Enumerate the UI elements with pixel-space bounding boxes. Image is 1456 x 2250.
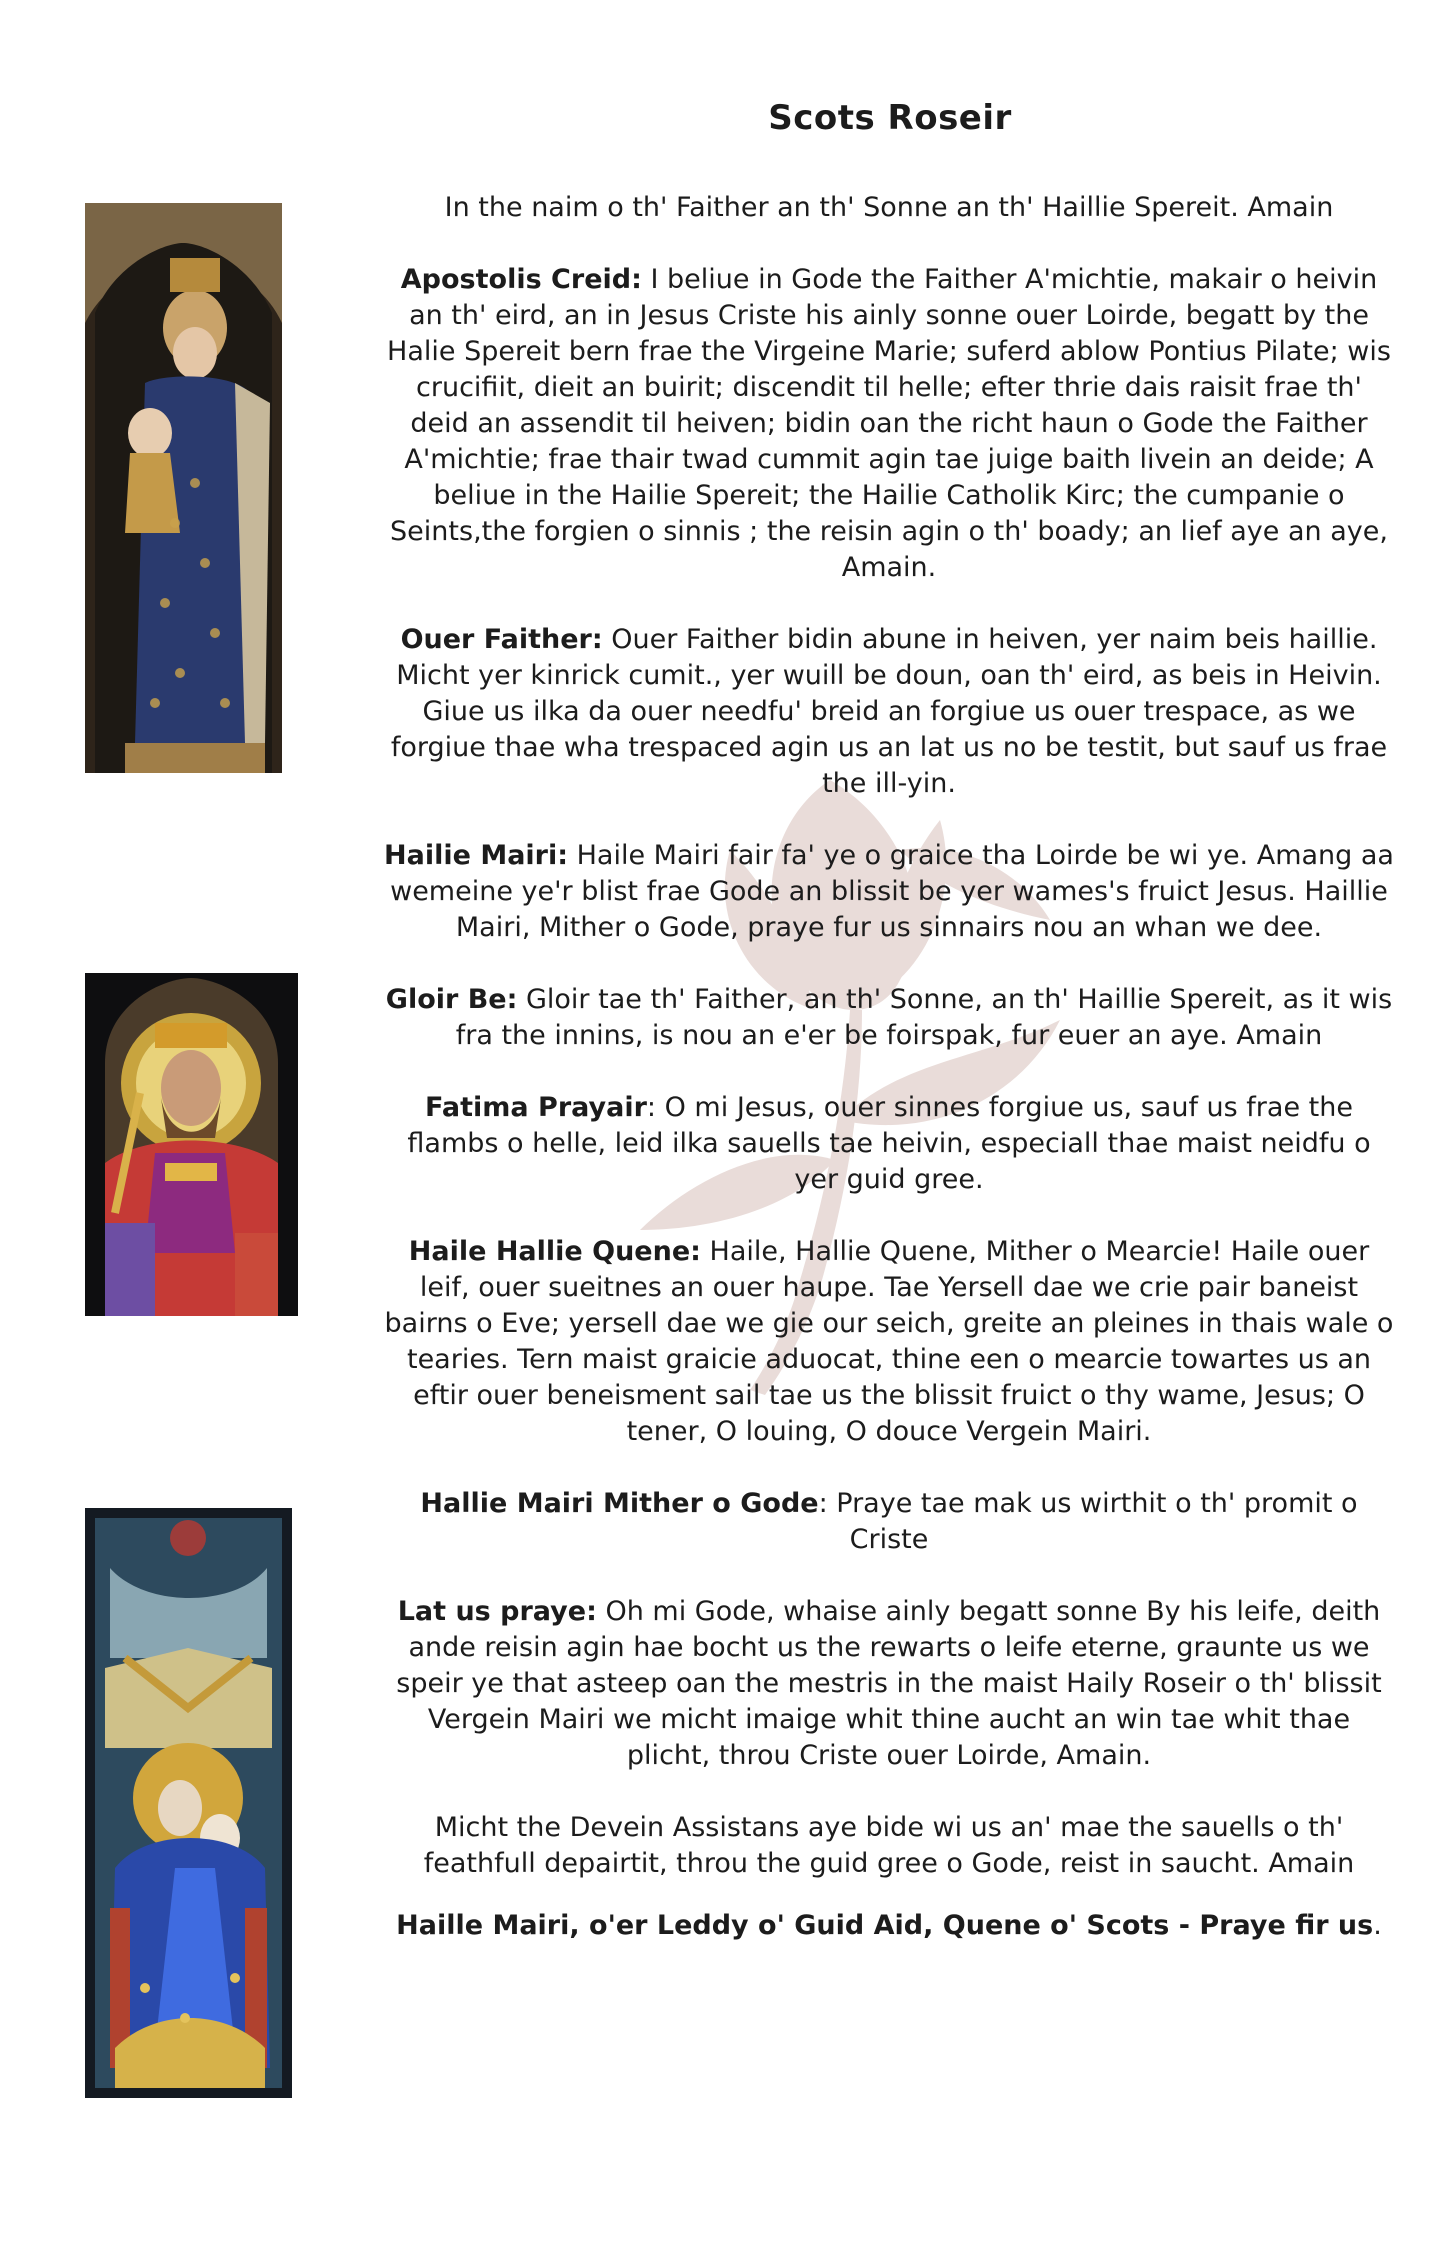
prayer-body: Oh mi Gode, whaise ainly begatt sonne By his leife, deith ande reisin agin hae bocht us the rewarts o leife eterne, graunte us we speir ye that asteep oan the mestris in the maist Haily Roseir o th' blissit Vergein Mairi we micht imaige whit thine aucht an win tae whit thae plicht, throu Criste ouer Loirde, Amain. [396,1596,1382,1771]
prayer-heading: Hailie Mairi: [384,840,569,871]
prayer-heading: Hallie Mairi Mither o Gode [420,1488,819,1519]
prayer-heading: Apostolis Creid: [400,264,642,295]
madonna-statue-image [85,203,282,773]
intro-paragraph: In the naim o th' Faither an th' Sonne an th' Haillie Spereit. Amain [444,192,1334,223]
prayer-body: Gloir tae th' Faither, an th' Sonne, an th' Haillie Spereit, as it wis fra the innins, is nou an e'er be foirspak, fur euer an aye. Amain [455,984,1393,1051]
prayer-haile-hallie-quene [384,1234,1394,1450]
prayer-heading: Haile Hallie Quene: [408,1236,701,1267]
prayer-fatima [384,1090,1394,1198]
prayer-heading: Fatima Prayair [425,1092,647,1123]
christ-king-window-image [85,973,298,1316]
prayer-lat-us-praye [384,1594,1394,1774]
prayer-heading: Lat us praye: [397,1596,597,1627]
prayer-gloir-be [384,982,1394,1054]
prayer-heading: Ouer Faither: [400,624,603,655]
closing-paragraph: Micht the Devein Assistans aye bide wi us an' mae the sauells o th' feathfull depairtit, throu the guid gree o Gode, reist in saucht. Amain [423,1812,1355,1879]
prayer-heading: Gloir Be: [385,984,518,1015]
final-invocation-suffix: . [1373,1910,1382,1941]
prayer-body: I beliue in Gode the Faither A'michtie, makair o heivin an th' eird, an in Jesus Criste his ainly sonne ouer Loirde, begatt by the Halie Spereit bern frae the Virgeine Marie; suferd ablow Pontius Pilate; wis crucifiit, dieit an buirit; discendit til helle; efter thrie dais raisit frae th' deid an assendit til heiven; bidin oan the richt haun o Gode the Faither A'michtie; frae thair twad cummit agin tae juige baith livein an deide; A beliue in the Hailie Spereit; the Hailie Catholik Kirc; the cumpanie o Seints,the forgien o sinnis ; the reisin agin o th' boady; an lief aye an aye, Amain. [387,264,1391,583]
prayer-apostolis-creid [384,262,1394,586]
prayer-ouer-faither [384,622,1394,802]
prayer-body: Haile Mairi fair fa' ye o graice tha Loirde be wi ye. Amang aa wemeine ye'r blist frae Gode an blissit be yer wames's fruict Jesus. Haillie Mairi, Mither o Gode, praye fur us sinnairs nou an whan we dee. [390,840,1394,943]
prayer-body: : Praye tae mak us wirthit o th' promit o Criste [818,1488,1358,1555]
final-invocation-text: Haille Mairi, o'er Leddy o' Guid Aid, Quene o' Scots - Praye fir us [396,1910,1374,1941]
final-invocation [384,1908,1394,1944]
prayer-body: Ouer Faither bidin abune in heiven, yer naim beis haillie. Micht yer kinrick cumit., yer wuill be doun, oan th' eird, as beis in Heivin. Giue us ilka da ouer needfu' breid an forgiue us ouer trespace, as we forgiue thae wha trespaced agin us an lat us no be testit, but sauf us frae the ill-yin. [390,624,1388,799]
madonna-child-window-image [85,1508,292,2098]
page-title: Scots Roseir [768,98,1012,138]
prayer-hallie-mairi-mither [384,1486,1394,1558]
prayer-text [384,190,1394,1980]
prayer-body: : O mi Jesus, ouer sinnes forgiue us, sauf us frae the flambs o helle, leid ilka sauells tae heivin, especiall thae maist neidfu o yer guid gree. [407,1092,1371,1195]
prayer-hailie-mairi [384,838,1394,946]
prayer-body: Haile, Hallie Quene, Mither o Mearcie! Haile ouer leif, ouer sueitnes an ouer haupe. Tae Yersell dae we crie pair baneist bairns o Eve; yersell dae we gie our seich, greite an pleines in thais wale o tearies. Tern maist graicie aduocat, thine een o mearcie towartes us an eftir ouer beneisment sail tae us the blissit fruict o thy wame, Jesus; O tener, O louing, O douce Vergein Mairi. [384,1236,1394,1447]
